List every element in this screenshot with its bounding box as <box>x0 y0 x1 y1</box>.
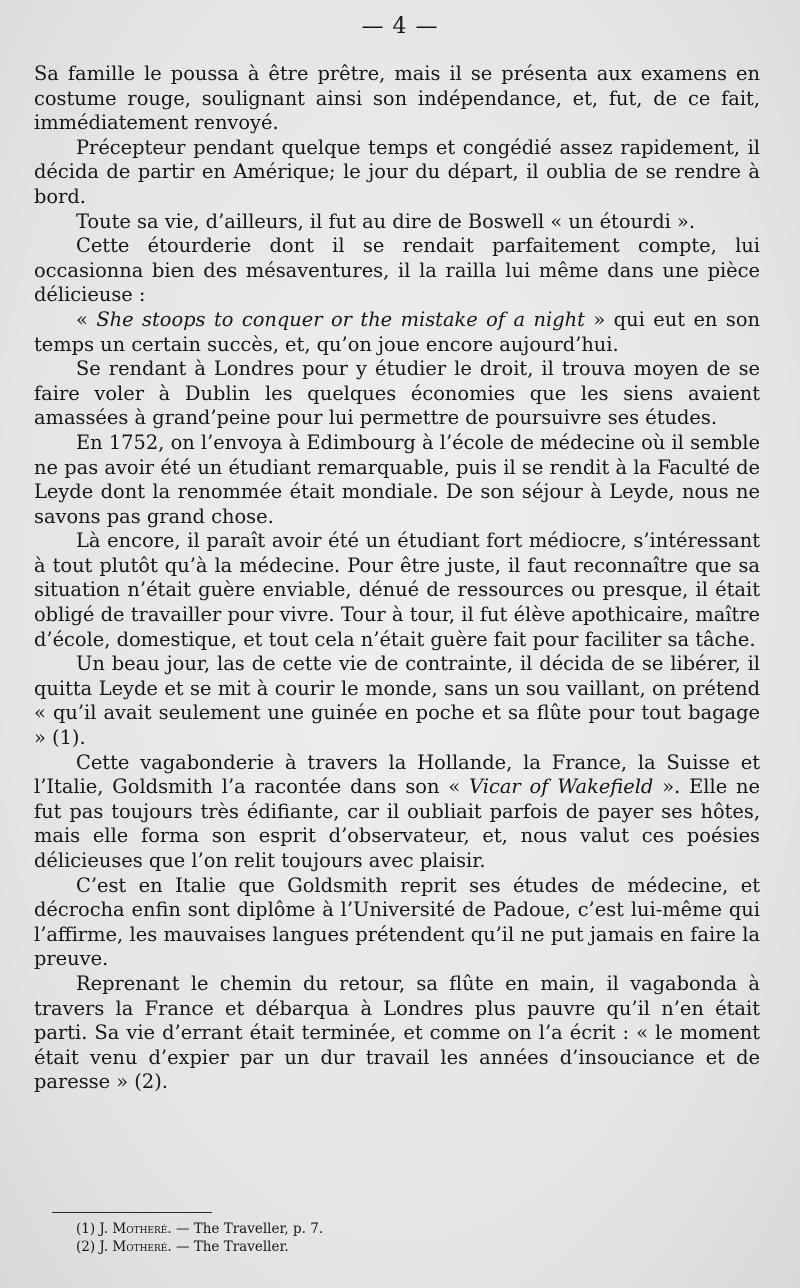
footnote-number: (2) J. <box>76 1239 113 1255</box>
page-number: — 4 — <box>361 14 439 39</box>
paragraph: En 1752, on l’envoya à Edimbourg à l’école de médecine où il semble ne pas avoir été un étudiant remarquable, puis il se rendit à la Faculté de Leyde dont la renommée était mondiale. De son séjour à Leyde, nous ne savons pas grand chose. <box>34 430 760 528</box>
paragraph: Cette étourderie dont il se rendait parfaitement compte, lui occasionna bien des mésaventures, il la railla lui même dans une pièce délicieuse : <box>34 234 760 307</box>
book-title: Vicar of Wakefield <box>469 775 654 799</box>
play-title: She stoops to conquer or the mistake of a night <box>96 307 585 331</box>
paragraph: Là encore, il paraît avoir été un étudiant fort médiocre, s’intéressant à tout plutôt qu’à la médecine. Pour être juste, il faut reconnaître que sa situation n’était guère enviable, dénué de ressources ou presque, il était obligé de travailler pour vivre. Tour à tour, il fut élève apothicaire, maître d’école, domestique, et tout cela n’était guère fait pour faciliter sa tâche. <box>34 529 760 651</box>
quote-open: « <box>76 307 97 331</box>
paragraph: Toute sa vie, d’ailleurs, il fut au dire de Boswell « un étourdi ». <box>76 209 696 233</box>
vicar-paragraph <box>34 751 760 874</box>
footnote-divider <box>52 1212 212 1213</box>
footnote <box>76 1238 323 1256</box>
footnote-author: Motheré <box>112 1239 168 1255</box>
paragraph: Précepteur pendant quelque temps et congédié assez rapidement, il décida de partir en Amérique; le jour du départ, il oublia de se rendre à bord. <box>34 135 760 208</box>
footnote-text: . — The Traveller, p. 7. <box>167 1221 324 1237</box>
footnote <box>76 1220 323 1238</box>
quote-paragraph <box>34 308 760 357</box>
footnote-number: (1) J. <box>76 1221 113 1237</box>
quote-rest: » qui eut en son temps un certain succès, et, qu’on joue encore aujourd’hui. <box>34 307 760 356</box>
paragraph: Sa famille le poussa à être prêtre, mais il se présenta aux examens en costume rouge, soulignant ainsi son indépendance, et, fut, de ce fait, immédiatement renvoyé. <box>34 62 760 135</box>
paragraph: C’est en Italie que Goldsmith reprit ses études de médecine, et décrocha enfin sont diplôme à l’Université de Padoue, c’est lui-même qui l’affirme, les mauvaises langues prétendent qu’il ne put jamais en faire la preuve. <box>34 873 760 971</box>
footnote-author: Motheré <box>112 1221 168 1237</box>
body-text <box>34 62 760 1095</box>
vicar-before: Cette vagabonderie à travers la Hollande, la France, la Suisse et l’Italie, Goldsmith l’a racontée dans son « <box>34 750 760 799</box>
vicar-after: ». Elle ne fut pas toujours très édifiante, car il oubliait parfois de payer ses hôtes, mais elle forma son esprit d’observateur, et, nous valut ces poésies délicieuses que l’on relit toujours avec plaisir. <box>34 775 761 872</box>
paragraph: Un beau jour, las de cette vie de contrainte, il décida de se libérer, il quitta Leyde et se mit à courir le monde, sans un sou vaillant, on prétend « qu’il avait seulement une guinée en poche et sa flûte pour tout bagage » (1). <box>34 652 760 750</box>
paragraph: Reprenant le chemin du retour, sa flûte en main, il vagabonda à travers la France et débarqua à Londres plus pauvre qu’il n’en était parti. Sa vie d’errant était terminée, et comme on l’a écrit : « le moment était venu d’expier par un dur travail les années d’insouciance et de paresse » (2). <box>34 971 760 1094</box>
paragraph: Se rendant à Londres pour y étudier le droit, il trouva moyen de se faire voler à Dublin les quelques économies que les siens avaient amassées à grand’peine pour lui permettre de poursuivre ses études. <box>34 357 760 430</box>
footnotes <box>76 1220 323 1256</box>
footnote-text: . — The Traveller. <box>167 1239 289 1255</box>
